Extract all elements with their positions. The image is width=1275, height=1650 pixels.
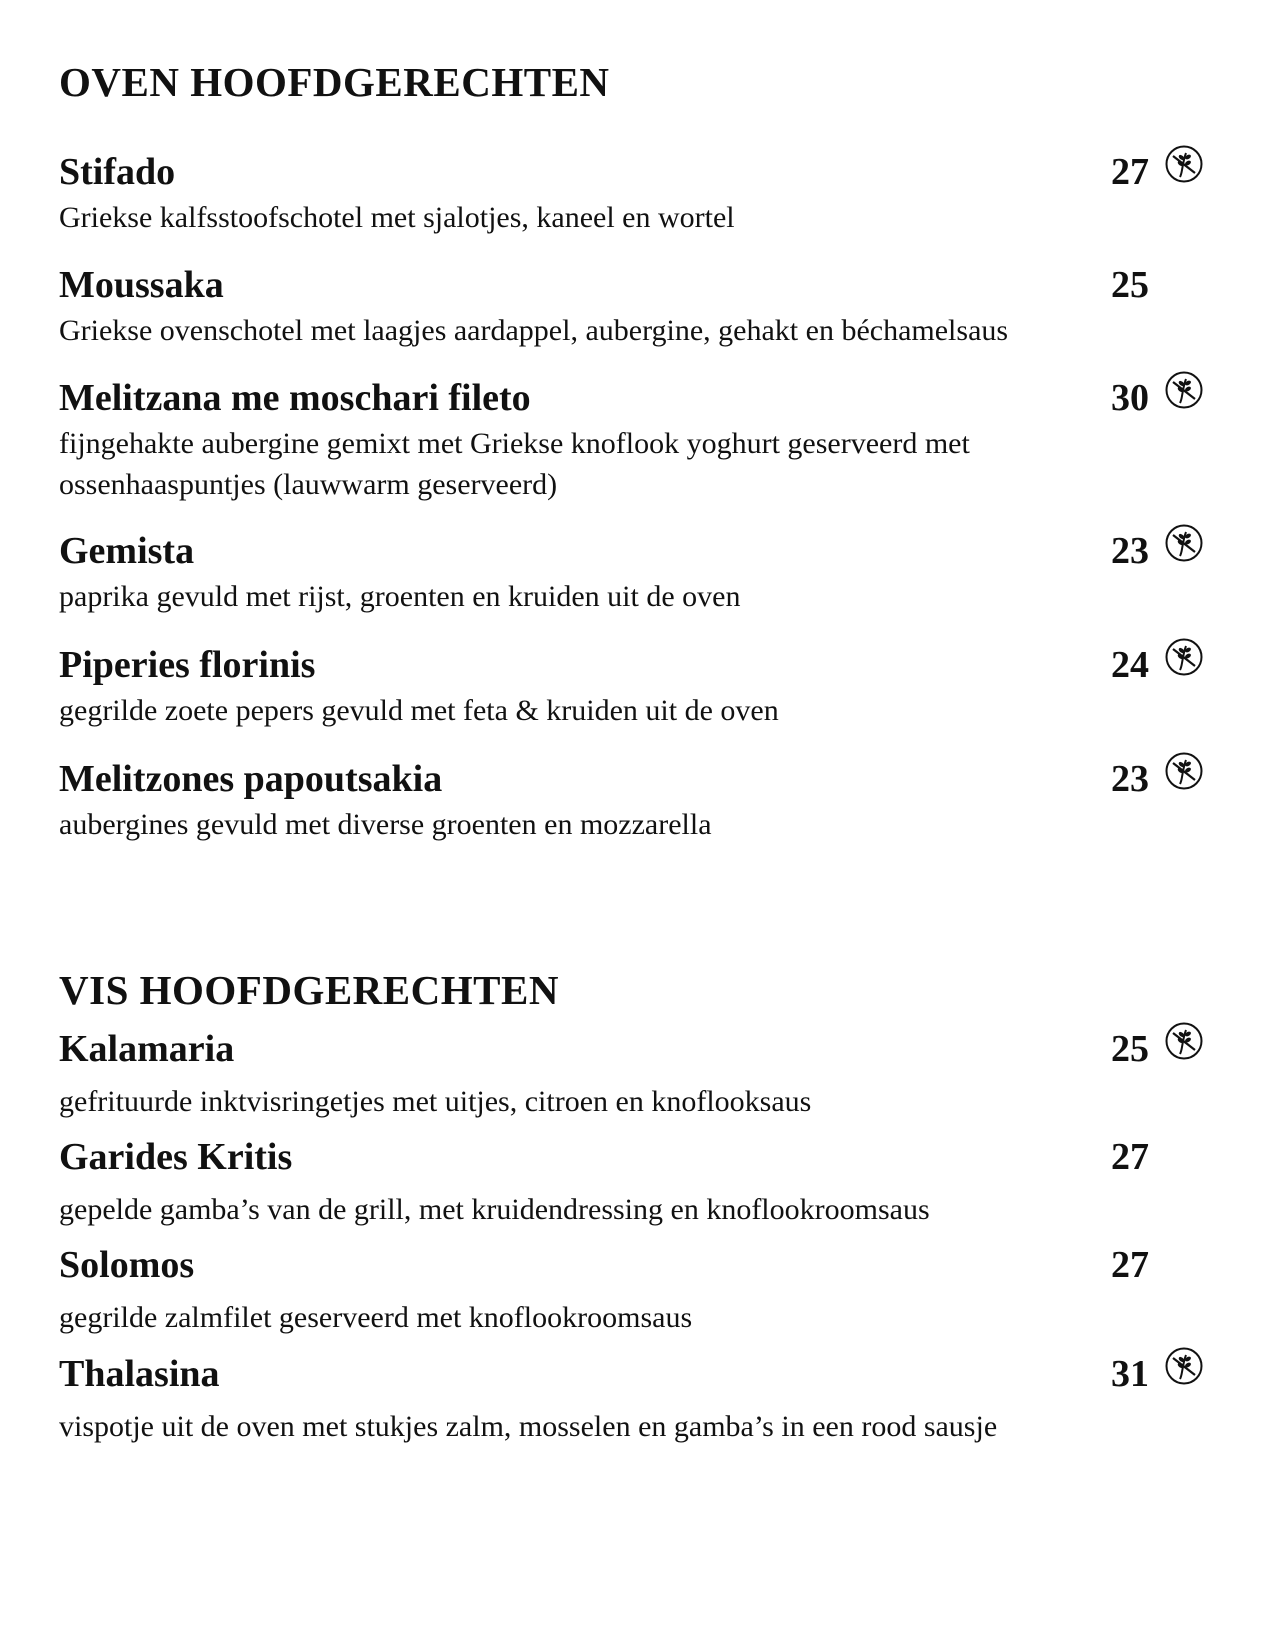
- section-title-oven: OVEN HOOFDGERECHTEN: [59, 59, 610, 105]
- item-name: Melitzana me moschari fileto: [59, 377, 531, 419]
- gluten-free-icon: [1164, 523, 1204, 563]
- item-name: Stifado: [59, 151, 176, 193]
- item-price: 23: [1111, 530, 1149, 572]
- item-name: Garides Kritis: [59, 1136, 293, 1178]
- section-title-vis: VIS HOOFDGERECHTEN: [59, 967, 559, 1013]
- gluten-free-icon: [1164, 1021, 1204, 1061]
- item-description: gegrilde zalmfilet geserveerd met knoflookroomsaus: [59, 1301, 693, 1334]
- item-price: 25: [1111, 264, 1149, 306]
- gluten-free-icon: [1164, 144, 1204, 184]
- gluten-free-icon: [1164, 1346, 1204, 1386]
- item-name: Gemista: [59, 530, 195, 572]
- item-name: Thalasina: [59, 1353, 220, 1395]
- item-description: aubergines gevuld met diverse groenten en mozzarella: [59, 808, 712, 841]
- item-description: paprika gevuld met rijst, groenten en kruiden uit de oven: [59, 580, 741, 613]
- item-price: 27: [1111, 151, 1149, 193]
- item-price: 25: [1111, 1028, 1149, 1070]
- item-description: vispotje uit de oven met stukjes zalm, mosselen en gamba’s in een rood sausje: [59, 1410, 998, 1443]
- gluten-free-icon: [1164, 637, 1204, 677]
- item-name: Solomos: [59, 1244, 195, 1286]
- item-description: Griekse ovenschotel met laagjes aardappel, aubergine, gehakt en béchamelsaus: [59, 314, 1009, 347]
- item-price: 27: [1111, 1136, 1149, 1178]
- item-price: 23: [1111, 758, 1149, 800]
- item-name: Piperies florinis: [59, 644, 316, 686]
- item-price: 31: [1111, 1353, 1149, 1395]
- item-description: gefrituurde inktvisringetjes met uitjes, citroen en knoflooksaus: [59, 1085, 812, 1118]
- item-name: Moussaka: [59, 264, 224, 306]
- gluten-free-icon: [1164, 370, 1204, 410]
- oven-section: [59, 58, 1209, 106]
- item-description: gepelde gamba’s van de grill, met kruidendressing en knoflookroomsaus: [59, 1193, 930, 1226]
- vis-section: [59, 966, 1209, 1014]
- item-name: Kalamaria: [59, 1028, 235, 1070]
- gluten-free-icon: [1164, 751, 1204, 791]
- item-price: 27: [1111, 1244, 1149, 1286]
- item-price: 30: [1111, 377, 1149, 419]
- item-description: Griekse kalfsstoofschotel met sjalotjes, kaneel en wortel: [59, 201, 735, 234]
- item-description: fijngehakte aubergine gemixt met Griekse knoflook yoghurt geserveerd met ossenhaaspuntjes (lauwwarm geserveerd): [59, 427, 970, 501]
- item-description: gegrilde zoete pepers gevuld met feta & kruiden uit de oven: [59, 694, 779, 727]
- item-price: 24: [1111, 644, 1149, 686]
- item-name: Melitzones papoutsakia: [59, 758, 443, 800]
